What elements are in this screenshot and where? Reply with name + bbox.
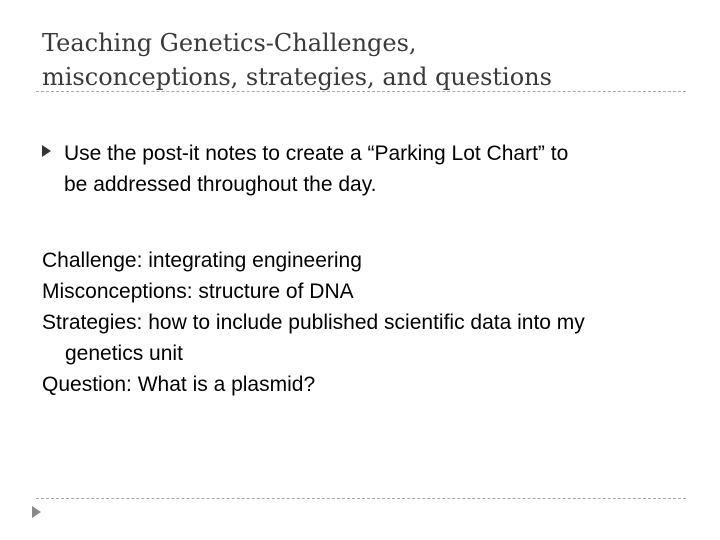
title-divider: [36, 91, 686, 92]
footer-divider: [36, 498, 686, 499]
parking-lot-list: [42, 245, 682, 400]
strategies-item: Strategies: how to include published scientific data into my: [42, 311, 585, 334]
misconceptions-item: Misconceptions: structure of DNA: [42, 280, 354, 303]
bullet-text: [64, 138, 684, 200]
triangle-bullet-icon: [42, 145, 51, 157]
slide-title: [42, 26, 702, 94]
slide-title-line-1: Teaching Genetics-Challenges,: [42, 29, 417, 57]
next-slide-arrow-icon[interactable]: [32, 506, 41, 518]
challenge-item: Challenge: integrating engineering: [42, 249, 362, 272]
slide-title-line-2: misconceptions, strategies, and questions: [42, 63, 552, 91]
bullet-text-line-2: be addressed throughout the day.: [64, 173, 377, 196]
bullet-text-line-1: Use the post-it notes to create a “Parking Lot Chart” to: [64, 142, 569, 165]
strategies-item-continued: genetics unit: [65, 342, 183, 365]
question-item: Question: What is a plasmid?: [42, 373, 316, 396]
